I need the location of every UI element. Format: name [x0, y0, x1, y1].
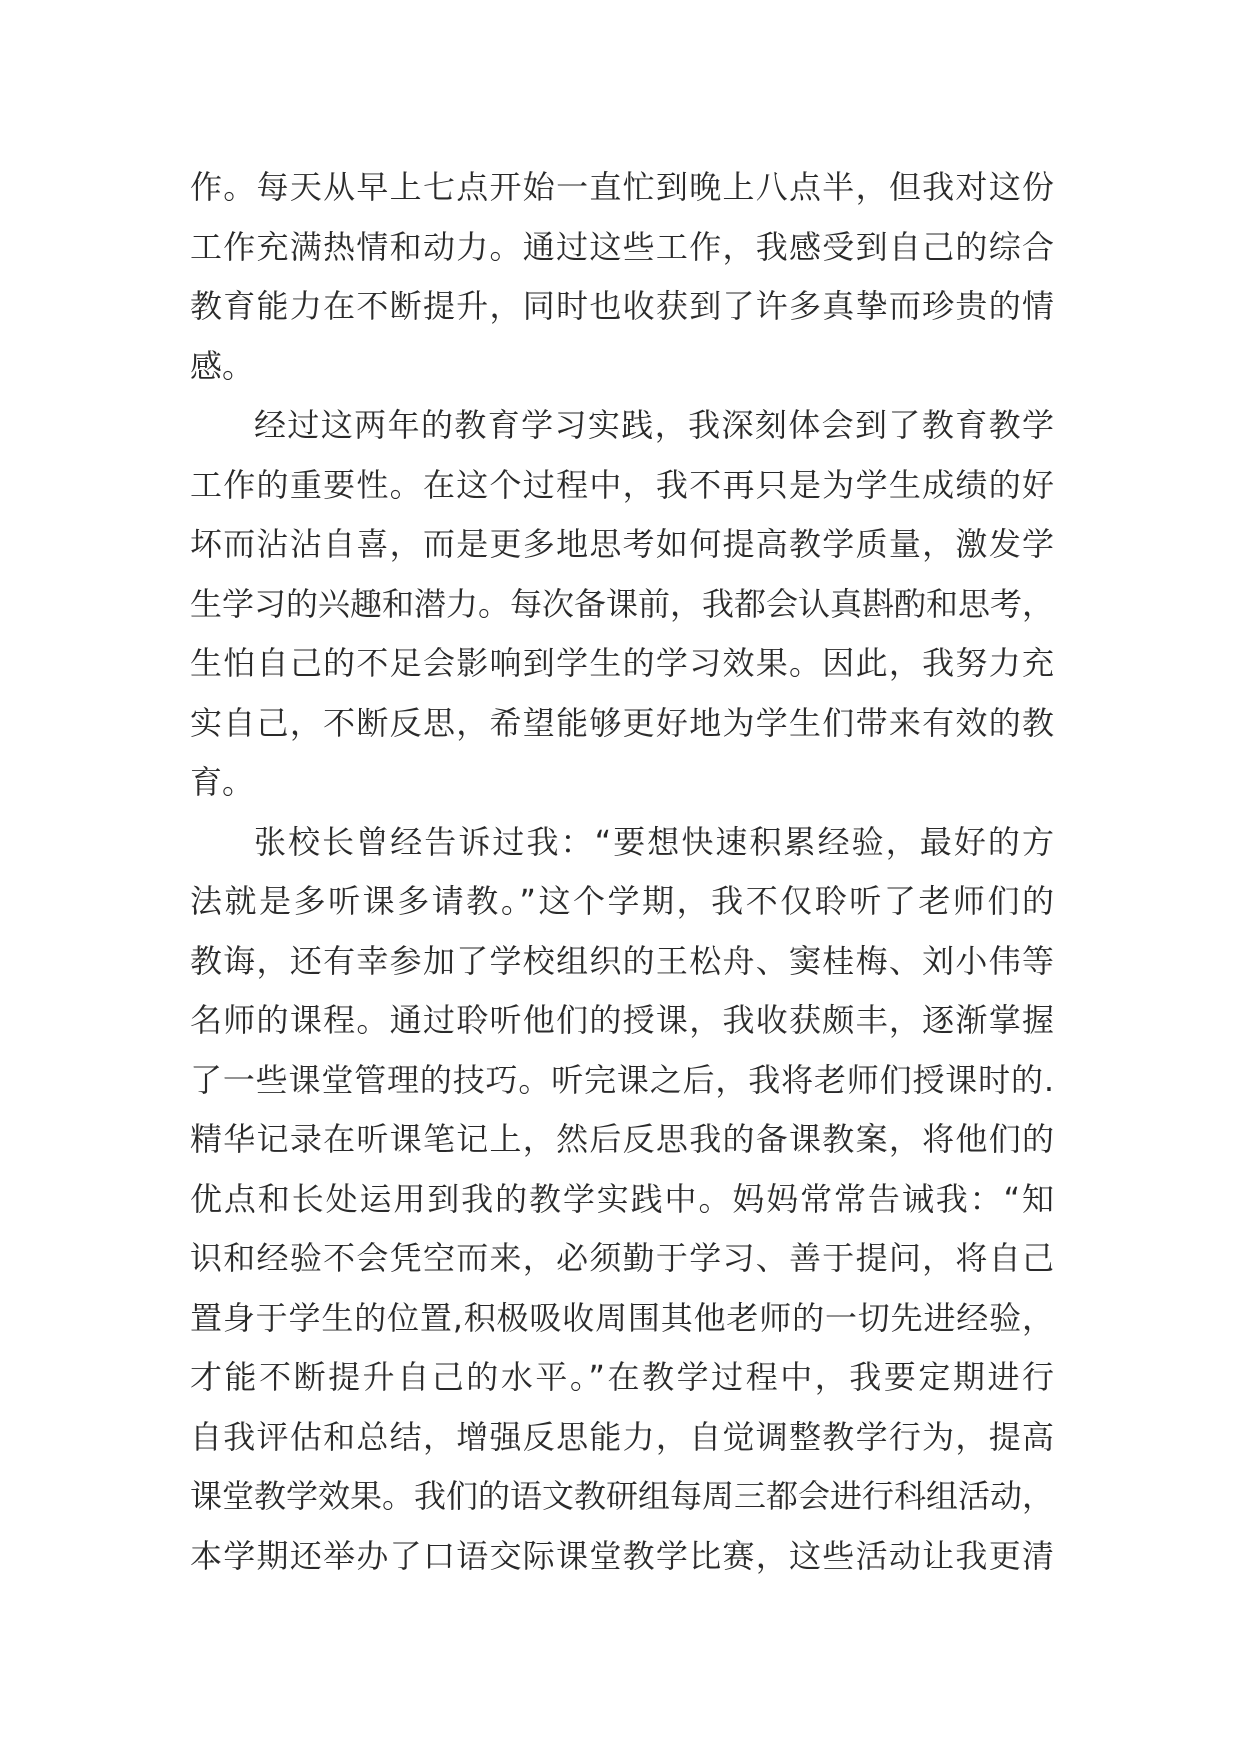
text-line: 生学习的兴趣和潜力。每次备课前，我都会认真斟酌和思考， [190, 584, 1055, 623]
text-line: 生怕自己的不足会影响到学生的学习效果。因此，我努力充 [190, 644, 1054, 682]
text-line: 坏而沾沾自喜，而是更多地思考如何提高教学质量，激发学 [190, 525, 1054, 563]
text-line: 置身于学生的位置,积极吸收周围其他老师的一切先进经验， [190, 1298, 1054, 1337]
text-line: 本学期还举办了口语交际课堂教学比赛，这些活动让我更清 [190, 1536, 1054, 1575]
text-line: 感。 [190, 346, 255, 385]
text-line: 了一些课堂管理的技巧。听完课之后，我将老师们授课时的. [190, 1060, 1054, 1099]
paragraph-first-line: 经过这两年的教育学习实践，我深刻体会到了教育教学 [254, 406, 1054, 444]
text-line: 教育能力在不断提升，同时也收获到了许多真挚而珍贵的情 [190, 287, 1054, 325]
text-line: 优点和长处运用到我的教学实践中。妈妈常常告诫我：“知 [190, 1179, 1054, 1218]
text-line: 工作充满热情和动力。通过这些工作，我感受到自己的综合 [190, 227, 1054, 266]
text-line: 法就是多听课多请教。”这个学期，我不仅聆听了老师们的 [190, 882, 1054, 920]
text-line: 实自己，不断反思，希望能够更好地为学生们带来有效的教 [190, 703, 1054, 742]
text-line: 识和经验不会凭空而来，必须勤于学习、善于提问，将自己 [190, 1239, 1054, 1277]
text-line: 才能不断提升自己的水平。”在教学过程中，我要定期进行 [190, 1358, 1054, 1396]
text-line: 作。每天从早上七点开始一直忙到晚上八点半，但我对这份 [190, 168, 1054, 206]
text-line: 教诲，还有幸参加了学校组织的王松舟、窦桂梅、刘小伟等 [190, 941, 1054, 980]
document-body-text [190, 158, 1054, 1586]
text-line: 名师的课程。通过聆听他们的授课，我收获颇丰，逐渐掌握 [190, 1001, 1054, 1039]
text-line: 自我评估和总结，增强反思能力，自觉调整教学行为，提高 [190, 1417, 1054, 1456]
text-line: 课堂教学效果。我们的语文教研组每周三都会进行科组活动， [190, 1477, 1055, 1515]
paragraph-first-line: 张校长曾经告诉过我：“要想快速积累经验，最好的方 [254, 822, 1054, 861]
text-line: 工作的重要性。在这个过程中，我不再只是为学生成绩的好 [190, 465, 1054, 504]
text-line: 精华记录在听课笔记上，然后反思我的备课教案，将他们的 [190, 1120, 1054, 1158]
text-line: 育。 [190, 763, 255, 801]
